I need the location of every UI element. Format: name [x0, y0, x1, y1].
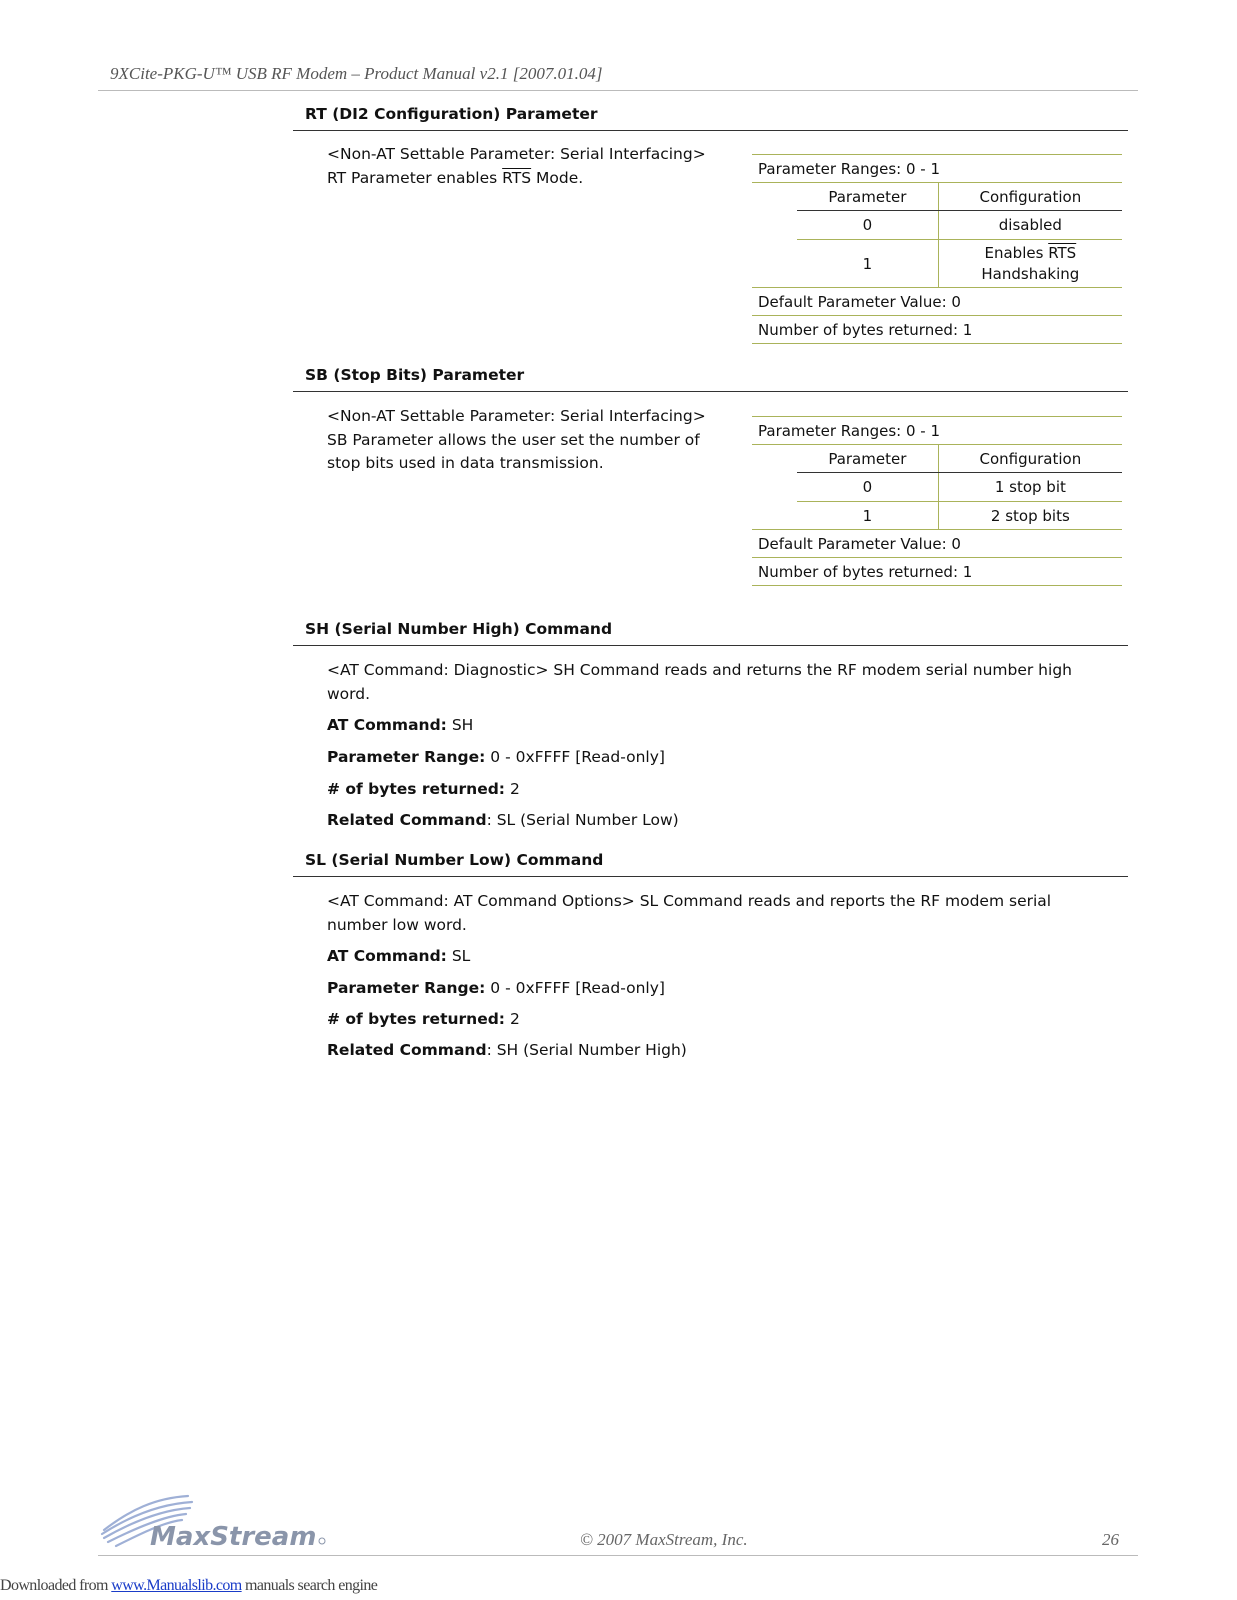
sl-at-command: AT Command: SL [327, 947, 471, 965]
sb-row1-param: 1 [797, 502, 938, 530]
rt-row0-param: 0 [797, 211, 938, 240]
sb-desc-line1: <Non-AT Settable Parameter: Serial Interfacing> [327, 407, 706, 425]
download-notice: Downloaded from www.Manualslib.com manuals search engine [0, 1577, 378, 1594]
rt-row0-config: disabled [998, 216, 1062, 234]
sl-section-rule [293, 876, 1128, 877]
sl-description [327, 890, 1117, 937]
sh-parameter-range: Parameter Range: 0 - 0xFFFF [Read-only] [327, 748, 665, 766]
rt-col-configuration: Configuration [938, 183, 1122, 211]
rt-row1-param: 1 [797, 240, 938, 288]
sh-section-rule [293, 645, 1128, 646]
sh-at-command: AT Command: SH [327, 716, 474, 734]
sh-description [327, 659, 1117, 706]
sb-col-parameter: Parameter [797, 445, 938, 473]
sl-section-title: SL (Serial Number Low) Command [305, 851, 604, 869]
logo-wordmark: MaxStream [150, 1522, 317, 1550]
sh-bytes-returned: # of bytes returned: 2 [327, 780, 520, 798]
rt-parameter-table [752, 154, 1122, 344]
page-number: 26 [1102, 1530, 1119, 1549]
rt-description [327, 143, 727, 190]
sb-bytes: Number of bytes returned: 1 [752, 558, 1122, 586]
maxstream-logo [100, 1490, 335, 1550]
sl-bytes-returned: # of bytes returned: 2 [327, 1010, 520, 1028]
rt-section-title: RT (DI2 Configuration) Parameter [305, 105, 598, 123]
rt-default: Default Parameter Value: 0 [752, 288, 1122, 316]
sb-parameter-table [752, 416, 1122, 586]
sl-parameter-range: Parameter Range: 0 - 0xFFFF [Read-only] [327, 979, 665, 997]
sb-section-rule [293, 391, 1128, 392]
sb-row0-param: 0 [797, 473, 938, 502]
sh-desc-line1: <AT Command: Diagnostic> SH Command reads and returns the RF modem serial number high [327, 661, 1072, 679]
sl-desc-line1: <AT Command: AT Command Options> SL Command reads and reports the RF modem serial [327, 892, 1052, 910]
rt-row1-config: Enables $\overline{RTS}$ Handshaking [938, 240, 1122, 288]
sb-row1-config: 2 stop bits [938, 502, 1122, 530]
rt-desc-line1: <Non-AT Settable Parameter: Serial Interfacing> [327, 145, 706, 163]
rt-section-rule [293, 130, 1128, 131]
sb-desc-line2: SB Parameter allows the user set the number of [327, 430, 700, 449]
rt-desc-line2: RT Parameter enables $\overline{RTS}$ Mode. [327, 168, 584, 187]
sl-related-command: Related Command: SH (Serial Number High) [327, 1041, 687, 1059]
manualslib-link[interactable]: www.Manualslib.com [111, 1577, 242, 1594]
rt-col-parameter: Parameter [797, 183, 938, 211]
sb-description [327, 405, 727, 476]
sb-desc-line3: stop bits used in data transmission. [327, 454, 604, 472]
sh-related-command: Related Command: SL (Serial Number Low) [327, 811, 679, 829]
rt-bytes: Number of bytes returned: 1 [752, 316, 1122, 344]
footer-divider [98, 1555, 1138, 1556]
sb-col-configuration: Configuration [938, 445, 1122, 473]
sh-section-title: SH (Serial Number High) Command [305, 620, 613, 638]
sb-row0-config: 1 stop bit [994, 478, 1066, 496]
sb-section-title: SB (Stop Bits) Parameter [305, 366, 525, 384]
footer-copyright: © 2007 MaxStream, Inc. [580, 1530, 748, 1549]
header-divider [98, 90, 1138, 91]
sh-desc-line2: word. [327, 684, 371, 703]
sb-default: Default Parameter Value: 0 [752, 530, 1122, 558]
sb-ranges: Parameter Ranges: 0 - 1 [752, 417, 1122, 445]
page-header-title: 9XCite-PKG-U™ USB RF Modem – Product Manual v2.1 [2007.01.04] [110, 64, 603, 83]
rt-ranges: Parameter Ranges: 0 - 1 [752, 155, 1122, 183]
sl-desc-line2: number low word. [327, 915, 467, 934]
